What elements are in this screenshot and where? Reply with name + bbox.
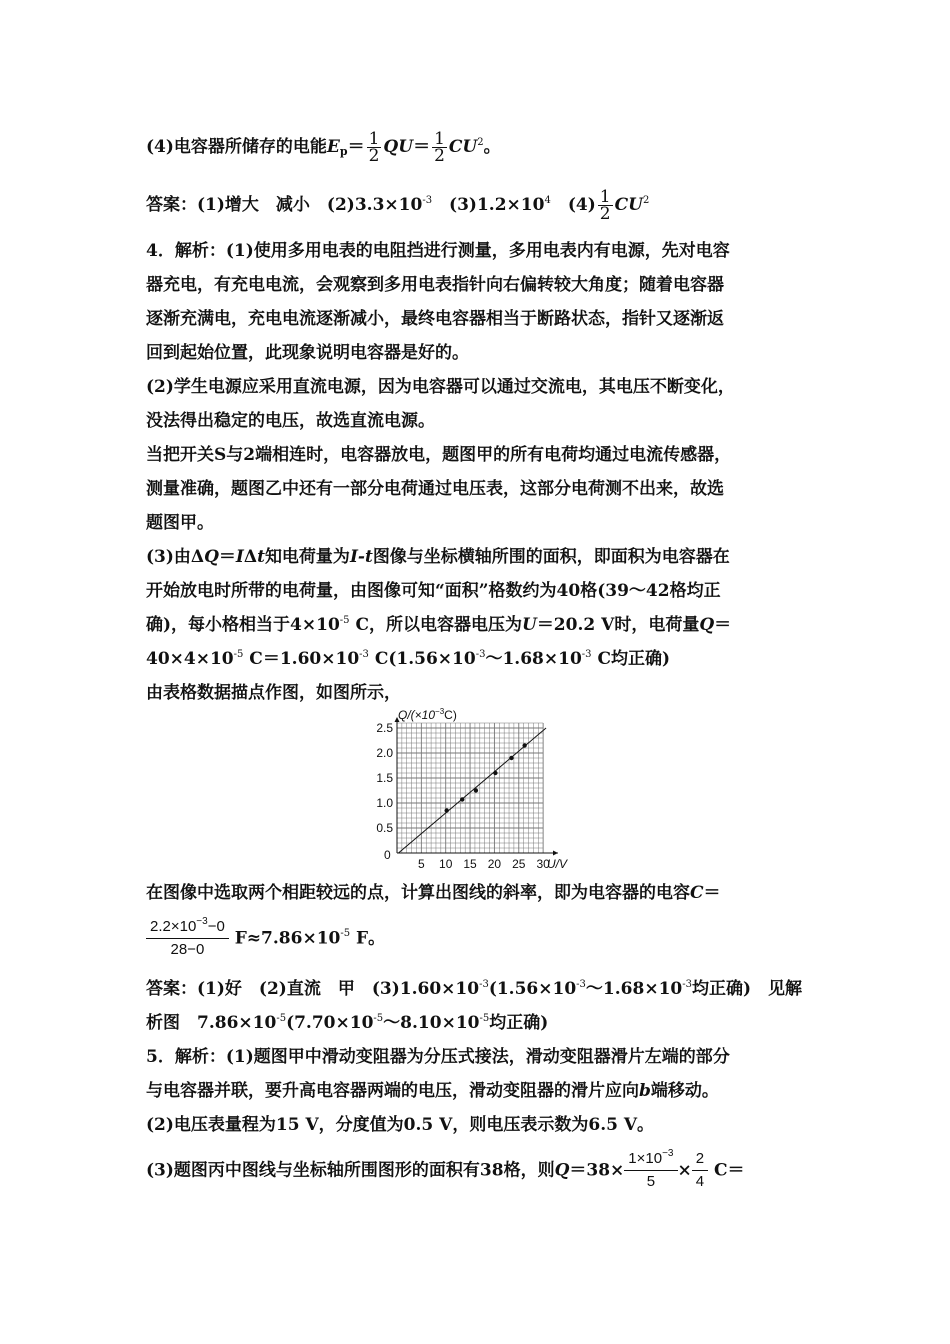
text: C(1.56×10 [368, 649, 476, 669]
q4-line [146, 876, 721, 910]
chart-grid [397, 723, 543, 853]
text: 在图像中选取两个相距较远的点，计算出图线的斜率，即为电容器的电容 [146, 883, 690, 903]
num [624, 1148, 677, 1171]
fraction [692, 1148, 708, 1193]
var: t [257, 547, 265, 567]
x-axis-arrow [553, 851, 558, 856]
q4-line: 回到起始位置，此现象说明电容器是好的。 [146, 343, 469, 363]
fraction [624, 1148, 677, 1193]
y-tick-label: 1.5 [376, 771, 393, 785]
q5-line: (2)电压表量程为15 V，分度值为0.5 V，则电压表示数为6.5 V。 [146, 1115, 655, 1135]
text: Δ [243, 547, 258, 567]
var: U [521, 615, 537, 635]
sup: -5 [373, 1013, 384, 1024]
sup: -3 [682, 979, 692, 990]
answer-4-line [146, 972, 802, 1006]
num: 2 [692, 1148, 708, 1171]
chart-marks [398, 728, 546, 853]
text: ＝38× [569, 1160, 625, 1181]
data-point [444, 808, 448, 812]
y-tick-label: 2.0 [376, 746, 393, 760]
q4-line: 器充电，有充电电流，会观察到多用电表指针向右偏转较大角度；随着电容器 [146, 275, 724, 295]
var-CU: CU [448, 137, 478, 157]
energy-formula-line [146, 130, 501, 164]
text: × [677, 1160, 692, 1181]
num: 1 [368, 129, 380, 149]
text: ～1.68×10 [585, 979, 683, 999]
answer-4 [146, 972, 802, 1142]
text: 。 [483, 137, 501, 157]
answer-label: 答案： [146, 195, 197, 215]
answer-label: 答案： [146, 979, 197, 999]
var: I [235, 547, 244, 567]
answer-4-line [146, 1006, 802, 1040]
data-point [509, 756, 513, 760]
var: Q [699, 615, 715, 635]
origin-label: 0 [384, 848, 391, 862]
num: 1 [434, 129, 445, 149]
text: (3)题图丙中图线与坐标轴所围图形的面积有38格，则 [146, 1160, 555, 1181]
text: 2.2×10 [150, 918, 197, 935]
q4-line: 测量准确，题图乙中还有一部分电荷通过电压表，这部分电荷测不出来，故选 [146, 479, 724, 499]
text: (1)增大 减小 (2)3.3×10 [197, 195, 423, 215]
text: 析图 7.86×10 [146, 1013, 277, 1033]
data-point [493, 771, 497, 775]
q5-line: 5．解析：(1)题图甲中滑动变阻器为分压式接法，滑动变阻器滑片左端的部分 [146, 1047, 730, 1067]
num: 1 [599, 187, 611, 207]
text: (3)由Δ [146, 547, 205, 567]
sup: −3 [662, 1148, 674, 1159]
q4-line: 题图甲。 [146, 513, 214, 533]
text: ＝ [714, 615, 732, 635]
sup: −3 [196, 916, 208, 927]
text: 图像与坐标横轴所围的面积，即面积为电容器在 [372, 547, 730, 567]
text: (1.56×10 [488, 979, 577, 999]
text: ＝ [703, 883, 721, 903]
text: (7.70×10 [286, 1013, 374, 1033]
x-tick-label: 10 [439, 857, 453, 871]
var: Q [204, 547, 219, 567]
text: 知电荷量为 [264, 547, 350, 567]
den: 4 [695, 1173, 705, 1190]
text: (4)电容器所储存的电能 [146, 137, 327, 157]
fraction-half [598, 189, 613, 222]
var-CU: CU [614, 195, 643, 215]
q4-line: 开始放电时所带的电荷量，由图像可知“面积”格数约为40格(39～42格均正 [146, 581, 721, 601]
text: 与电容器并联，要升高电容器两端的电压，滑动变阻器的滑片应向 [146, 1081, 639, 1101]
text: F≈7.86×10 [228, 928, 341, 949]
x-tick-label: 20 [487, 857, 502, 871]
x-tick-label: 25 [512, 857, 526, 871]
text: (3)1.2×10 [432, 195, 545, 215]
q4-line: 当把开关S与2端相连时，电容器放电，题图甲的所有电荷均通过电流传感器， [146, 445, 732, 465]
num [146, 916, 229, 939]
q4-line: (2)学生电源应采用直流电源，因为电容器可以通过交流电，其电压不断变化， [146, 377, 735, 397]
text: −0 [207, 918, 225, 935]
q4-line: 由表格数据描点作图，如图所示， [146, 683, 401, 703]
var: C [690, 883, 704, 903]
den: 2 [599, 204, 611, 224]
sup: -3 [475, 649, 486, 660]
sup: 2 [642, 195, 650, 206]
text: C＝ [708, 1160, 745, 1181]
x-tick-label: 15 [463, 857, 477, 871]
sup: -5 [339, 615, 350, 626]
text: ～8.10×10 [383, 1013, 480, 1033]
y-tick-label: 1.0 [376, 796, 393, 810]
text: 1×10 [628, 1150, 663, 1167]
den: 2 [368, 146, 380, 166]
x-axis-label: U/V [547, 857, 568, 871]
sup: -3 [359, 649, 369, 660]
sub-p: p [339, 145, 348, 158]
text: C均正确) [591, 649, 671, 669]
q4-line [146, 540, 735, 574]
eq: ＝ [413, 137, 431, 157]
q-u-chart [372, 702, 592, 872]
data-point [522, 743, 526, 747]
text: ～1.68×10 [485, 649, 582, 669]
capacitance-line [146, 916, 385, 961]
sup: -5 [479, 1013, 490, 1024]
sup: -3 [422, 195, 433, 206]
y-tick-label: 0.5 [376, 821, 393, 835]
eq: ＝ [347, 137, 365, 157]
fraction-half [367, 131, 382, 164]
sup: 2 [477, 137, 484, 148]
sup: -3 [479, 979, 489, 990]
data-point [474, 788, 478, 792]
answer-3-line [146, 188, 649, 222]
var-QU: QU [383, 137, 414, 157]
text: 确)，每小格相当于4×10 [146, 615, 340, 635]
slope-fraction [146, 916, 229, 961]
q4-line: 逐渐充满电，充电电流逐渐减小，最终电容器相当于断路状态，指针又逐渐返 [146, 309, 724, 329]
q4-paragraphs [146, 234, 735, 710]
text: C＝1.60×10 [243, 649, 360, 669]
x-tick-label: 30 [536, 857, 550, 871]
data-point [460, 797, 464, 801]
y-tick-label: 2.5 [376, 721, 393, 735]
sup: -3 [576, 979, 586, 990]
den: 5 [646, 1173, 656, 1190]
q4-line [146, 642, 735, 676]
text: ＝ [218, 547, 236, 567]
sup: -5 [233, 649, 244, 660]
var: Q [554, 1160, 570, 1181]
text: (4) [550, 195, 596, 215]
q4-line [146, 608, 735, 642]
q5-line [146, 1148, 745, 1193]
sup: 4 [544, 195, 551, 206]
q5-line [146, 1074, 802, 1108]
text: (1)好 (2)直流 甲 (3)1.60×10 [197, 979, 480, 999]
text: C，所以电容器电压为 [349, 615, 522, 635]
var: b [639, 1081, 651, 1101]
text: F。 [350, 928, 386, 949]
sup: -5 [276, 1013, 287, 1024]
var-E: E [326, 137, 340, 157]
fraction-half [432, 131, 447, 164]
x-tick-label: 5 [418, 857, 425, 871]
text: 40×4×10 [146, 649, 234, 669]
y-axis-label: $Q/(\times 10^{-3}C)$ [398, 707, 457, 722]
var: I-t [349, 547, 373, 567]
text: 端移动。 [650, 1081, 719, 1101]
sup: -5 [340, 928, 351, 939]
text: 均正确) [489, 1013, 549, 1033]
sup: -3 [581, 649, 592, 660]
text: ＝20.2 V时，电荷量 [536, 615, 700, 635]
den: 28−0 [170, 941, 205, 958]
text: 均正确) 见解 [691, 979, 803, 999]
q4-line: 4．解析：(1)使用多用电表的电阻挡进行测量，多用电表内有电源，先对电容 [146, 241, 730, 261]
q4-line: 没法得出稳定的电压，故选直流电源。 [146, 411, 435, 431]
den: 2 [434, 146, 445, 166]
